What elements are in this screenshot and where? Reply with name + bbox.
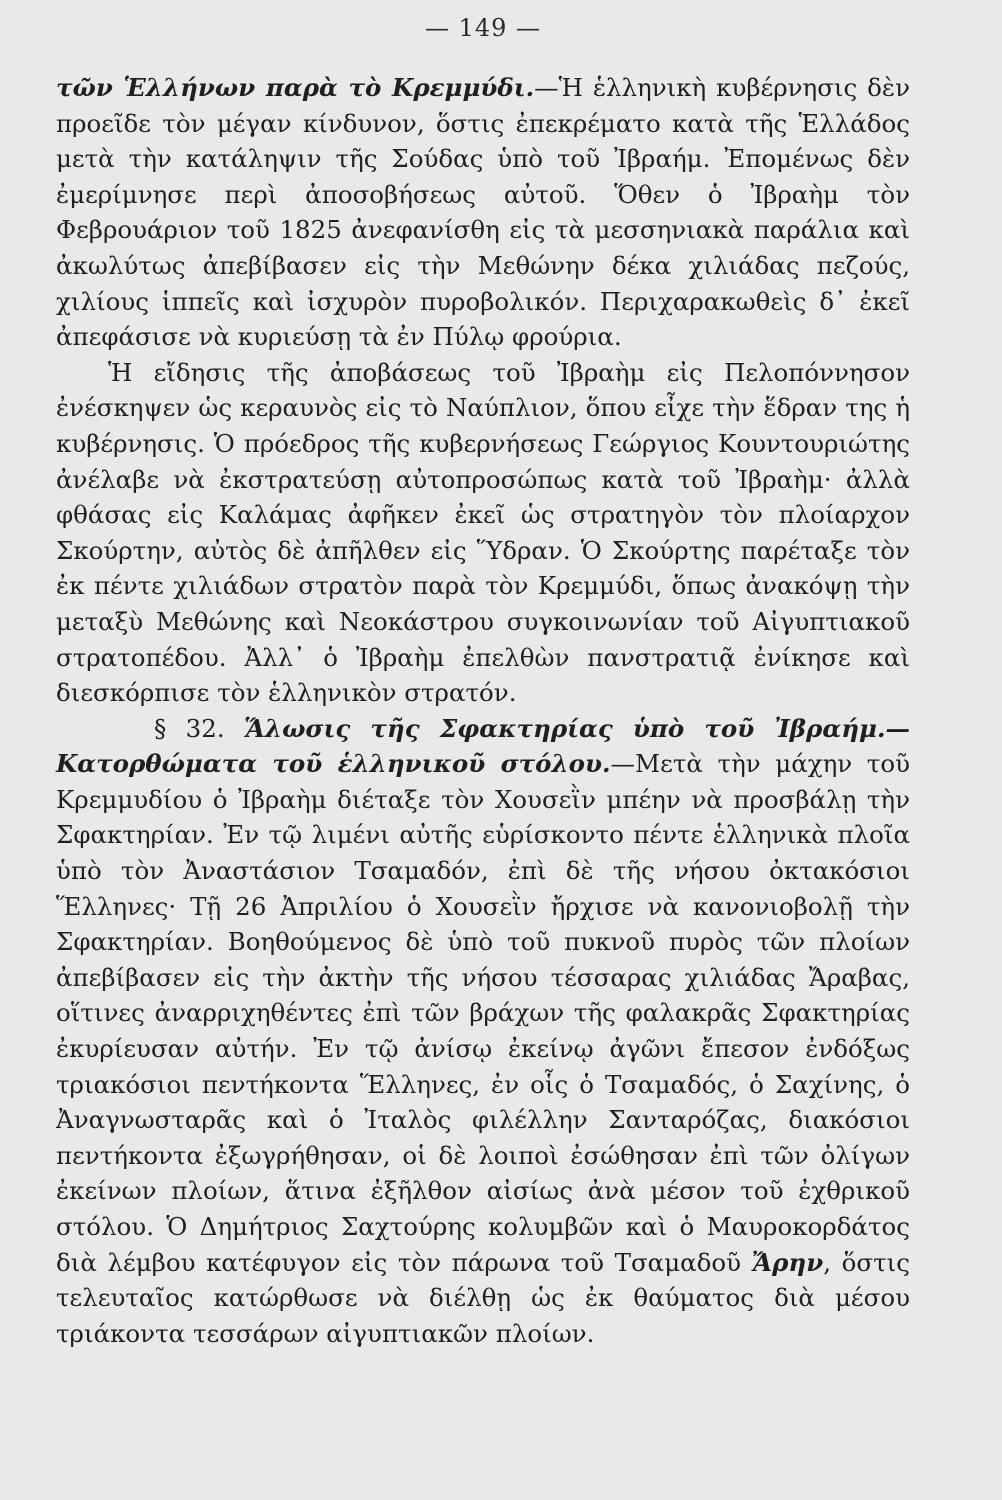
section-number: § 32. xyxy=(154,713,225,743)
paragraph-2: Ἡ εἴδησις τῆς ἀποβάσεως τοῦ Ἰβραὴμ εἰς Πελοπόννησον ἐνέσκηψεν ὡς κεραυνὸς εἰς τὸ Ναύπλιον, ὅπου εἶχε τὴν ἕδραν της ἡ κυβέρνησις. Ὁ πρόεδρος τῆς κυβερνήσεως Γεώργιος Κουντουριώτης ἀνέλαβε νὰ ἐκστρατεύσῃ αὐτοπροσώπως κατὰ τοῦ Ἰβραὴμ· ἀλλὰ φθάσας εἰς Καλάμας ἀφῆκεν ἐκεῖ ὡς στρατηγὸν τὸν πλοίαρχον Σκούρτην, αὐτὸς δὲ ἀπῆλθεν εἰς Ὕδραν. Ὁ Σκούρτης παρέταξε τὸν ἐκ πέντε χιλιάδων στρατὸν παρὰ τὸν Κρεμμύδι, ὅπως ἀνακόψῃ τὴν μεταξὺ Μεθώνης καὶ Νεοκάστρου συγκοινωνίαν τοῦ Αἰγυπτιακοῦ στρατοπέδου. Ἀλλ᾽ ὁ Ἰβραὴμ ἐπελθὼν πανστρατιᾷ ἐνίκησε καὶ διεσκόρπισε τὸν ἑλληνικὸν στρατόν. xyxy=(56,357,910,708)
ship-name: Ἄρην xyxy=(751,1247,824,1277)
paragraph-1-text: —Ἡ ἑλληνικὴ κυβέρνησις δὲν προεῖδε τὸν μέγαν κίνδυνον, ὅστις ἐπεκρέματο κατὰ τῆς Ἑλλάδος μετὰ τὴν κατάληψιν τῆς Σούδας ὑπὸ τοῦ Ἰβραήμ. Ἐπομένως δὲν ἐμερίμνησε περὶ ἀποσοβήσεως αὐτοῦ. Ὅθεν ὁ Ἰβραὴμ τὸν Φεβρουάριον τοῦ 1825 ἀνεφανίσθη εἰς τὰ μεσσηνιακὰ παράλια καὶ ἀκωλύτως ἀπεβίβασεν εἰς τὴν Μεθώνην δέκα χιλιάδας πεζούς, χιλίους ἱππεῖς καὶ ἰσχυρὸν πυροβολικόν. Περιχαρακωθεὶς δ᾽ ἐκεῖ ἀπεφάσισε νὰ κυριεύσῃ τὰ ἐν Πύλῳ φρούρια. xyxy=(56,73,910,352)
page-body xyxy=(56,70,910,1351)
paragraph-3-text-end: , ὅστις τελευταῖος κατώρθωσε νὰ διέλθῃ ὡς ἐκ θαύματος διὰ μέσου τριάκοντα τεσσάρων αἰγυπτιακῶν πλοίων. xyxy=(56,1247,910,1348)
paragraph-1-heading: τῶν Ἑλλήνων παρὰ τὸ Κρεμμύδι. xyxy=(56,73,535,102)
paragraph-3-text: —Μετὰ τὴν μάχην τοῦ Κρεμμυδίου ὁ Ἰβραὴμ διέταξε τὸν Χουσεῒν μπέην νὰ προσβάλῃ τὴν Σφακτηρίαν. Ἐν τῷ λιμένι αὐτῆς εὑρίσκοντο πέντε ἑλληνικὰ πλοῖα ὑπὸ τὸν Ἀναστάσιον Τσαμαδόν, ἐπὶ δὲ τῆς νήσου ὀκτακόσιοι Ἕλληνες· Τῇ 26 Ἀπριλίου ὁ Χουσεῒν ἤρχισε νὰ κανονιοβολῇ τὴν Σφακτηρίαν. Βοηθούμενος δὲ ὑπὸ τοῦ πυκνοῦ πυρὸς τῶν πλοίων ἀπεβίβασεν εἰς τὴν ἀκτὴν τῆς νήσου τέσσαρας χιλιάδας Ἄραβας, οἵτινες ἀναρριχηθέντες ἐπὶ τῶν βράχων τῆς φαλακρᾶς Σφακτηρίας ἐκυρίευσαν αὐτήν. Ἐν τῷ ἀνίσῳ ἐκείνῳ ἀγῶνι ἔπεσον ἐνδόξως τριακόσιοι πεντήκοντα Ἕλληνες, ἐν οἷς ὁ Τσαμαδός, ὁ Σαχίνης, ὁ Ἀναγνωσταρᾶς καὶ ὁ Ἰταλὸς φιλέλλην Σανταρόζας, διακόσιοι πεντήκοντα ἐξωγρήθησαν, οἱ δὲ λοιποὶ ἐσώθησαν ἐπὶ τῶν ὀλίγων ἐκείνων πλοίων, ἅτινα ἐξῆλθον αἰσίως ἀνὰ μέσον τοῦ ἐχθρικοῦ στόλου. Ὁ Δημήτριος Σαχτούρης κολυμβῶν καὶ ὁ Μαυροκορδάτος διὰ λέμβου κατέφυγον εἰς τὸν πάρωνα τοῦ Τσαμαδοῦ xyxy=(56,749,910,1277)
section-heading: Ἅλωσις τῆς Σφακτηρίας ὑπὸ τοῦ Ἰβραήμ.—Κατορθώματα τοῦ ἑλληνικοῦ στόλου. xyxy=(56,713,910,779)
paragraph-1 xyxy=(56,70,910,355)
page-number: — 149 — xyxy=(424,14,542,42)
paragraph-3 xyxy=(56,711,910,1352)
